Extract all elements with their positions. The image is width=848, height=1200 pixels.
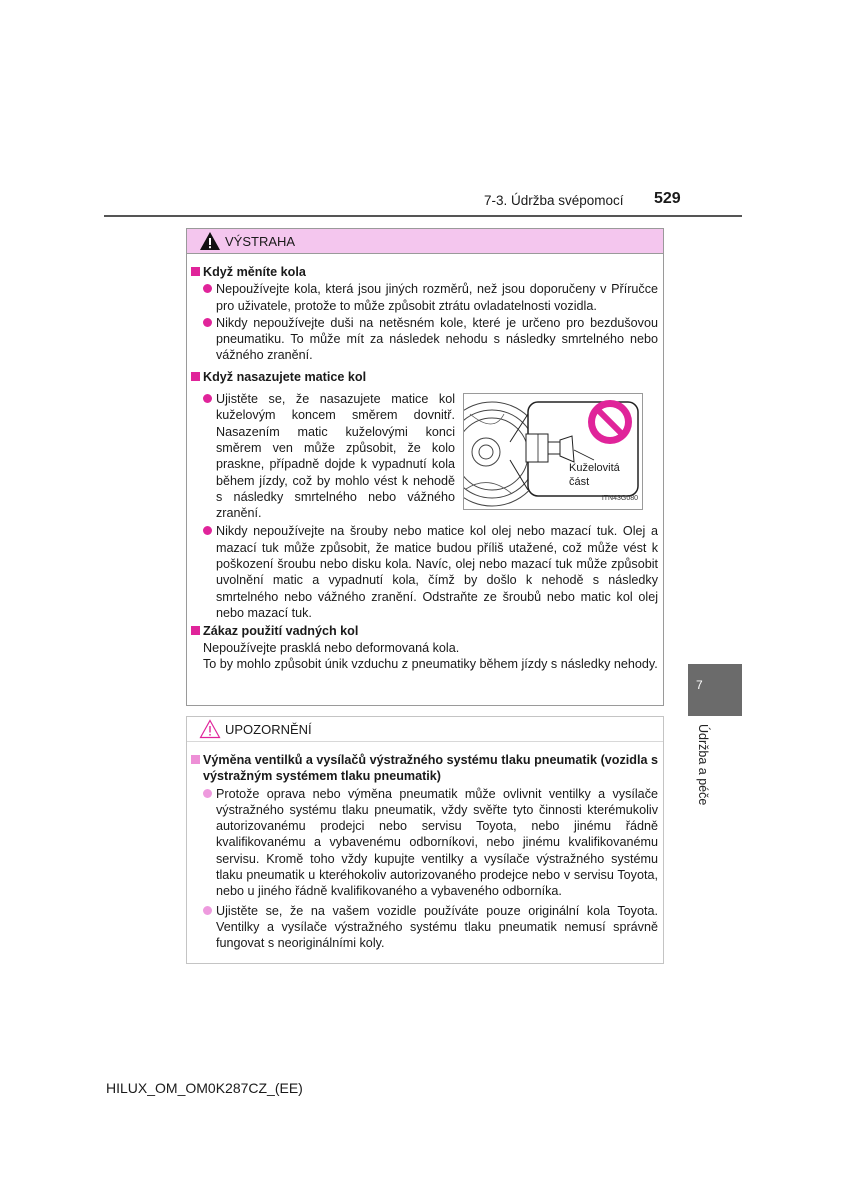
section-heading [191,752,658,785]
figure-callout-line-2: část [569,476,590,489]
section-heading-text: Když nasazujete matice kol [203,369,367,384]
section-heading [191,369,658,385]
list-item-text: Nepoužívejte kola, která jsou jiných rozměrů, než jsou doporučeny v Příručce pro uživatele, protože to může způsobit ztrátu ovladatelnosti vozidla. [216,282,658,313]
section-heading-text: Zákaz použití vadných kol [203,624,359,639]
wheel-nut-illustration [463,393,643,510]
round-bullet-icon [203,394,212,403]
section-heading-text: Když měníte kola [203,265,306,279]
header-divider [104,215,742,217]
list-item [191,786,658,900]
caution-header [187,717,663,742]
figure-callout-line-1: Kuželovitá [569,462,620,475]
figure-callout [569,461,620,489]
list-item [191,903,658,952]
document-footer: HILUX_OM_OM0K287CZ_(EE) [106,1080,303,1096]
list-item-text: Ujistěte se, že nasazujete matice kol kuželovým koncem směrem dovnitř. Nasazením matic kuželovými konci směrem ven může způsobit, že kolo praskne, případně dojde k vypadnutí kola během jízdy, což by mohlo vést k nehodě s následky smrtelného nebo vážného zranění. [216,392,455,521]
round-bullet-icon [203,526,212,535]
chapter-label: Údržba a péče [696,724,710,806]
square-bullet-icon [191,372,200,381]
list-item-text: Protože oprava nebo výměna pneumatik může ovlivnit ventilky a vysílače výstražného systému tlaku pneumatik, vždy svěřte tyto činnosti kterémukoliv autorizovanému prodejci nebo servisu Toyota, nebo jinému řádně kvalifikovanému a vybavenému odborníkovi, nebo jinému kvalifikovanému servisu. Kromě toho vždy kupujte ventilky a vysílače výstražného systému tlaku pneumatik u kteréhokoliv autorizovaného prodejce nebo v servisu Toyota, nebo u jiného řádně kvalifikovaného a vybaveného odborníka. [216,786,658,899]
warning-header [187,229,663,254]
section-header: 7-3. Údržba svépomocí [484,193,624,208]
list-item [191,391,455,521]
paragraph: Nepoužívejte prasklá nebo deformovaná kola. [203,640,460,655]
list-item-text: Ujistěte se, že na vašem vozidle používáte pouze originální kola Toyota. Ventilky a vysílače výstražného systému tlaku pneumatik nemusí správně fungovat s neoriginálními koly. [216,903,658,951]
square-bullet-icon [191,755,200,764]
caution-content [187,742,663,952]
warning-box [186,228,664,706]
warning-triangle-icon [199,231,221,251]
round-bullet-icon [203,789,212,798]
paragraph: To by mohlo způsobit únik vzduchu z pneumatiky během jízdy s následky nehody. [203,656,658,671]
warning-content [187,254,663,672]
section-heading-text: Výměna ventilků a vysílačů výstražného systému tlaku pneumatik (vozidla s výstražným systémem tlaku pneumatik) [203,753,658,784]
section-heading [191,264,658,280]
list-item [191,315,658,364]
caution-title: UPOZORNĚNÍ [225,721,312,737]
list-item-text: Nikdy nepoužívejte duši na netěsném kole, které je určeno pro bezdušovou pneumatiku. To může mít za následek nehodu s následky smrtelného nebo vážného zranění. [216,315,658,363]
caution-box [186,716,664,964]
list-item [191,523,658,621]
chapter-tab [688,664,742,716]
figure-row [191,390,658,521]
page-number: 529 [654,190,681,207]
section-heading [191,623,658,639]
caution-triangle-icon [199,719,221,739]
warning-title: VÝSTRAHA [225,233,296,249]
list-item [191,281,658,314]
round-bullet-icon [203,284,212,293]
round-bullet-icon [203,906,212,915]
chapter-number: 7 [696,678,703,692]
list-item-text: Nikdy nepoužívejte na šrouby nebo matice kol olej nebo mazací tuk. Olej a mazací tuk může způsobit, že matice budou příliš utažené, což může vést k poškození šroubu nebo disku kola. Navíc, olej nebo mazací tuk může způsobit uvolnění matic a vypadnutí kola, čímž by došlo k nehodě s následky smrtelného nebo vážného zranění. Odstraňte ze šroubů nebo matic kol olej nebo mazací tuk. [216,524,658,620]
round-bullet-icon [203,318,212,327]
figure-code: ITN43G080 [601,494,638,502]
square-bullet-icon [191,626,200,635]
square-bullet-icon [191,267,200,276]
